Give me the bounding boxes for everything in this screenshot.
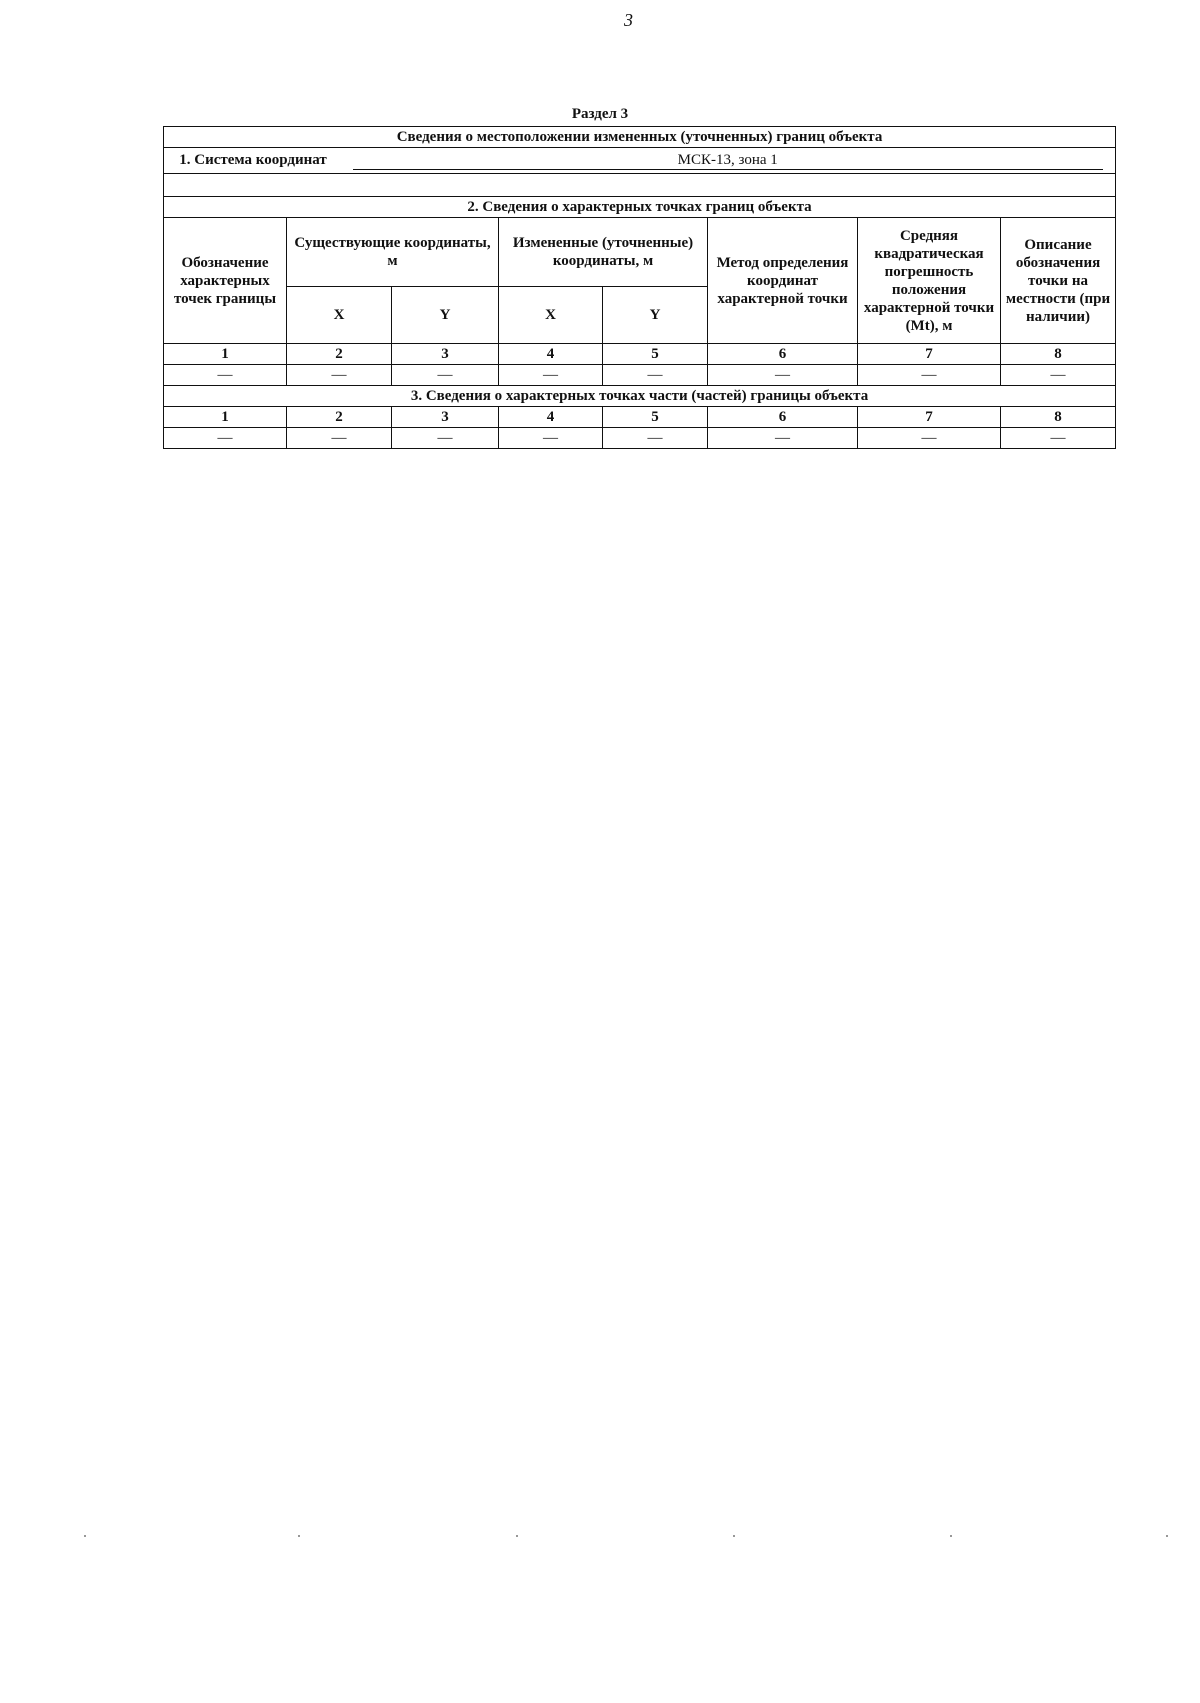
column-number: 6 bbox=[708, 407, 858, 428]
header-existing-coords: Существующие координаты, м bbox=[287, 218, 499, 287]
section-title: Раздел 3 bbox=[571, 106, 629, 122]
column-number: 1 bbox=[164, 344, 287, 365]
table-cell: — bbox=[392, 365, 499, 386]
column-number: 4 bbox=[499, 407, 603, 428]
column-number: 8 bbox=[1001, 407, 1116, 428]
scan-artifact-dots bbox=[70, 1535, 1170, 1541]
table-title: Сведения о местоположении измененных (уточненных) границ объекта bbox=[164, 127, 1116, 148]
table-cell: — bbox=[392, 428, 499, 449]
header-changed-y: Y bbox=[603, 287, 708, 344]
table-cell: — bbox=[499, 428, 603, 449]
boundary-table-wrapper bbox=[163, 126, 1115, 449]
scan-dot bbox=[84, 1535, 86, 1537]
page-number: 3 bbox=[624, 10, 633, 30]
table-cell: — bbox=[708, 365, 858, 386]
column-number: 4 bbox=[499, 344, 603, 365]
header-mean-error: Средняя квадратическая погрешность положения характерной точки (Mt), м bbox=[858, 218, 1001, 344]
table-cell: — bbox=[287, 365, 392, 386]
scan-dot bbox=[1166, 1535, 1168, 1537]
table-cell: — bbox=[858, 365, 1001, 386]
coord-system-label: 1. Система координат bbox=[179, 152, 327, 168]
part2-data-row bbox=[164, 365, 1116, 386]
column-number: 2 bbox=[287, 407, 392, 428]
header-description: Описание обозначения точки на местности (при наличии) bbox=[1001, 218, 1116, 344]
coord-system-row bbox=[164, 148, 1116, 174]
header-point-designation: Обозначение характерных точек границы bbox=[164, 218, 287, 344]
column-number: 5 bbox=[603, 407, 708, 428]
table-cell: — bbox=[858, 428, 1001, 449]
part2-title: 2. Сведения о характерных точках границ объекта bbox=[164, 197, 1116, 218]
header-changed-coords: Измененные (уточненные) координаты, м bbox=[499, 218, 708, 287]
column-number: 7 bbox=[858, 344, 1001, 365]
boundary-table bbox=[163, 126, 1116, 449]
header-changed-x: X bbox=[499, 287, 603, 344]
table-cell: — bbox=[499, 365, 603, 386]
part3-data-row bbox=[164, 428, 1116, 449]
table-cell: — bbox=[1001, 428, 1116, 449]
part3-title: 3. Сведения о характерных точках части (частей) границы объекта bbox=[164, 386, 1116, 407]
table-cell: — bbox=[1001, 365, 1116, 386]
table-cell: — bbox=[287, 428, 392, 449]
table-cell: — bbox=[164, 428, 287, 449]
coord-system-value: МСК-13, зона 1 bbox=[353, 151, 1103, 170]
column-number: 1 bbox=[164, 407, 287, 428]
scan-dot bbox=[950, 1535, 952, 1537]
header-method: Метод определения координат характерной точки bbox=[708, 218, 858, 344]
table-cell: — bbox=[603, 365, 708, 386]
part3-column-number-row bbox=[164, 407, 1116, 428]
column-number: 5 bbox=[603, 344, 708, 365]
table-cell: — bbox=[164, 365, 287, 386]
column-number: 8 bbox=[1001, 344, 1116, 365]
column-number: 3 bbox=[392, 344, 499, 365]
column-number: 7 bbox=[858, 407, 1001, 428]
scan-dot bbox=[298, 1535, 300, 1537]
scan-dot bbox=[516, 1535, 518, 1537]
table-cell: — bbox=[708, 428, 858, 449]
header-existing-y: Y bbox=[392, 287, 499, 344]
scan-dot bbox=[733, 1535, 735, 1537]
blank-row bbox=[164, 174, 1116, 197]
column-number: 2 bbox=[287, 344, 392, 365]
table-cell: — bbox=[603, 428, 708, 449]
column-number: 6 bbox=[708, 344, 858, 365]
column-number-row bbox=[164, 344, 1116, 365]
header-existing-x: X bbox=[287, 287, 392, 344]
column-number: 3 bbox=[392, 407, 499, 428]
